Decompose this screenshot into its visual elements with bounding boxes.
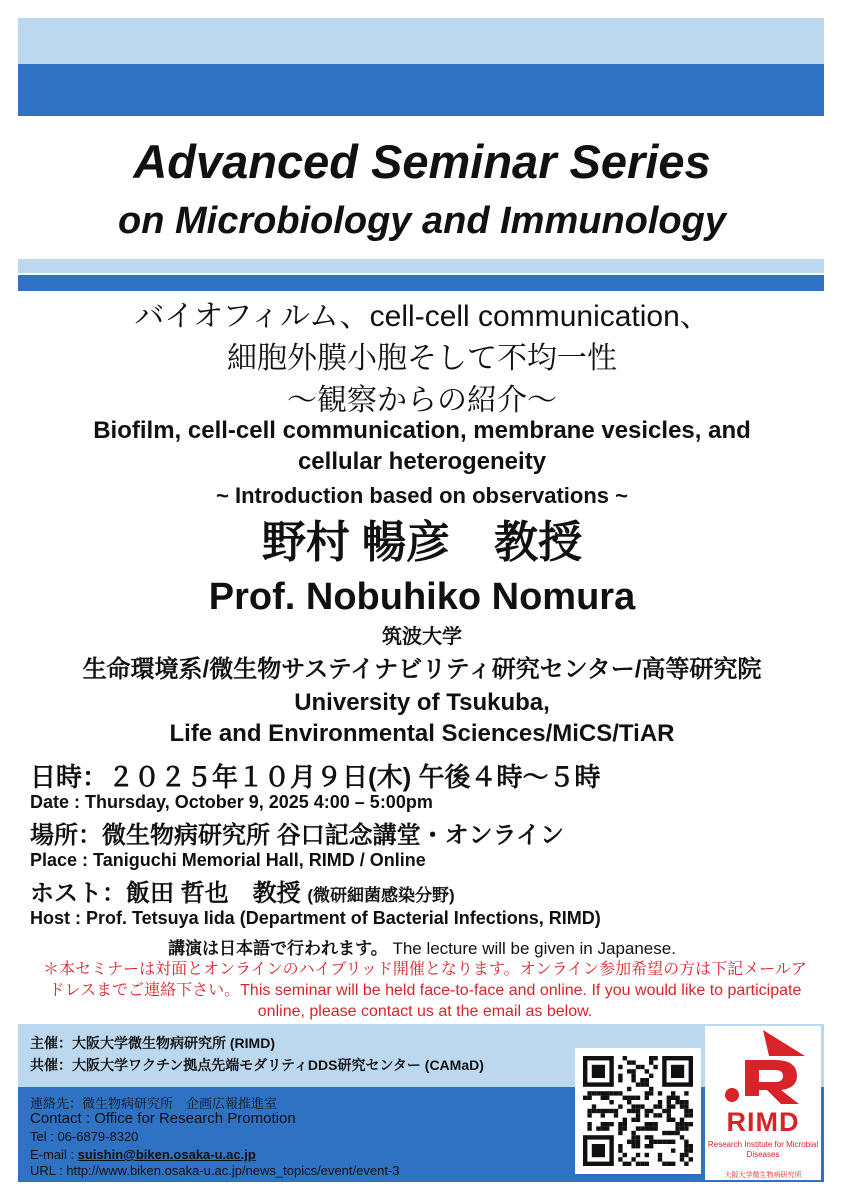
header-band-dark	[18, 64, 824, 116]
language-note-jp: 講演は日本語で行われます。	[168, 939, 388, 958]
header-band-light	[18, 18, 824, 64]
qr-code-icon	[575, 1048, 701, 1174]
talk-title-en-line3: ~ Introduction based on observations ~	[216, 483, 628, 508]
contact-url[interactable]: URL : http://www.biken.osaka-u.ac.jp/news_topics/event/event-3	[30, 1163, 400, 1178]
speaker-affiliation-jp-1: 筑波大学	[382, 626, 462, 648]
talk-title-jp-line3: 〜観察からの紹介〜	[287, 384, 557, 417]
speaker-name-en: Prof. Nobuhiko Nomura	[208, 576, 636, 618]
series-title-line1: Advanced Seminar Series	[133, 135, 711, 188]
language-note-en: The lecture will be given in Japanese.	[392, 939, 676, 958]
date-jp: 日時：２０２５年１０月９日(木) 午後４時〜５時	[30, 762, 601, 792]
organizer-co: 共催：大阪大学ワクチン拠点先端モダリティDDS研究センター (CAMaD)	[30, 1057, 484, 1073]
rimd-logo-icon	[705, 1026, 821, 1106]
contact-email-line	[30, 1147, 256, 1162]
logo-name-jp: 大阪大学微生物病研究所	[724, 1172, 802, 1179]
organizer-main: 主催：大阪大学微生物病研究所 (RIMD)	[30, 1035, 275, 1051]
talk-title-jp-line2: 細胞外膜小胞そして不均一性	[227, 342, 617, 375]
contact-en: Contact : Office for Research Promotion	[30, 1110, 296, 1127]
email-label: E-mail :	[30, 1147, 78, 1162]
logo-abbr: RIMD	[726, 1107, 800, 1137]
contact-jp: 連絡先：微生物病研究所 企画広報推進室	[30, 1096, 278, 1111]
logo-name-en: Research Institute for Microbial Diseases	[707, 1140, 819, 1159]
speaker-name-jp: 野村 暢彦 教授	[261, 518, 583, 567]
contact-tel: Tel : 06-6879-8320	[30, 1129, 139, 1144]
host-jp	[30, 873, 455, 908]
speaker-affiliation-en-1: University of Tsukuba,	[294, 689, 550, 716]
hybrid-notice: ＊本セミナーは対面とオンラインのハイブリッド開催となります。オンライン参加希望の方は下記メールアドレスまでご連絡下さい。This seminar will be held face-to-face and online. If you would like to participate online, please contact us at the email as below.	[43, 961, 807, 1020]
email-link[interactable]: suishin@biken.osaka-u.ac.jp	[77, 1147, 256, 1162]
qr-code	[575, 1048, 701, 1174]
date-en: Date : Thursday, October 9, 2025 4:00 – 5:00pm	[30, 792, 433, 812]
divider-band-light	[18, 259, 824, 273]
talk-title-en-line2: cellular heterogeneity	[297, 448, 547, 475]
place-en: Place : Taniguchi Memorial Hall, RIMD / Online	[30, 850, 426, 870]
language-note	[0, 934, 844, 959]
talk-title-jp-line1: バイオフィルム、cell-cell communication、	[134, 300, 710, 333]
host-en: Host : Prof. Tetsuya Iida (Department of Bacterial Infections, RIMD)	[30, 908, 601, 928]
host-jp-name: ホスト：飯田 哲也 教授	[30, 880, 301, 907]
series-title-line2: on Microbiology and Immunology	[118, 200, 726, 242]
host-jp-dept: (微研細菌感染分野)	[307, 886, 455, 905]
divider-band-dark	[18, 275, 824, 291]
place-jp: 場所：微生物病研究所 谷口記念講堂・オンライン	[30, 822, 564, 849]
talk-title-en-line1: Biofilm, cell-cell communication, membrane vesicles, and	[93, 417, 751, 444]
speaker-affiliation-en-2: Life and Environmental Sciences/MiCS/TiAR	[169, 720, 675, 747]
speaker-affiliation-jp-2: 生命環境系/微生物サステイナビリティ研究センター/高等研究院	[82, 656, 762, 683]
